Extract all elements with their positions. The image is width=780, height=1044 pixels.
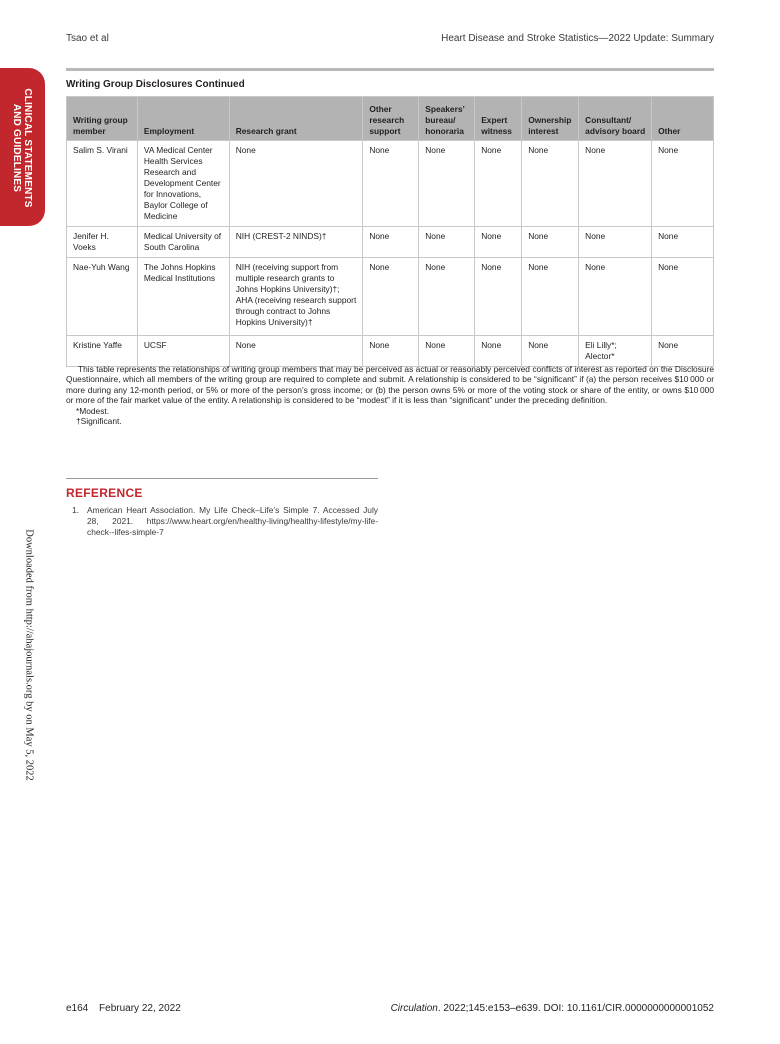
cell-research-grant: None xyxy=(229,336,363,367)
reference-item xyxy=(72,505,378,538)
section-side-tab-label xyxy=(11,73,33,223)
cell-member: Nae-Yuh Wang xyxy=(67,258,138,336)
header-speakers-bureau: Speakers’ bureau/ honoraria xyxy=(419,97,475,141)
disclosures-table xyxy=(66,96,714,367)
cell-other-research-support: None xyxy=(363,141,419,227)
cell-other-research-support: None xyxy=(363,227,419,258)
header-consultant-advisory-board: Consultant/ advisory board xyxy=(579,97,652,141)
cell-consultant-advisory-board: None xyxy=(579,141,652,227)
cell-employment: VA Medical Center Health Services Research and Development Center for Innovations, Baylor College of Medicine xyxy=(137,141,229,227)
side-tab-line-1: CLINICAL STATEMENTS xyxy=(22,88,33,208)
reference-heading: REFERENCE xyxy=(66,486,143,500)
footnote-modest: *Modest. xyxy=(76,405,110,416)
table-row xyxy=(67,141,714,227)
header-writing-group-member: Writing group member xyxy=(67,97,138,141)
cell-speakers-bureau: None xyxy=(419,258,475,336)
cell-other: None xyxy=(652,227,714,258)
running-head-title: Heart Disease and Stroke Statistics—2022 Update: Summary xyxy=(441,33,714,44)
reference-text: American Heart Association. My Life Check–Life’s Simple 7. Accessed July 28, 2021. https://www.heart.org/en/healthy-living/healthy-lifestyle/my-life-check--lifes-simple-7 xyxy=(87,505,378,537)
cell-ownership-interest: None xyxy=(522,141,579,227)
cell-ownership-interest: None xyxy=(522,336,579,367)
header-expert-witness: Expert witness xyxy=(475,97,522,141)
table-row xyxy=(67,336,714,367)
table-title: Writing Group Disclosures Continued xyxy=(66,79,245,90)
header-employment: Employment xyxy=(137,97,229,141)
download-watermark: Downloaded from http://ahajournals.org by on May 5, 2022 xyxy=(23,529,35,781)
cell-expert-witness: None xyxy=(475,336,522,367)
cell-consultant-advisory-board: None xyxy=(579,227,652,258)
cell-other-research-support: None xyxy=(363,336,419,367)
page-footer xyxy=(66,1003,714,1017)
cell-expert-witness: None xyxy=(475,227,522,258)
running-head xyxy=(66,33,714,47)
cell-member: Jenifer H. Voeks xyxy=(67,227,138,258)
header-research-grant: Research grant xyxy=(229,97,363,141)
disclosure-explanation: This table represents the relationships of writing group members that may be perceived as actual or reasonably perceived conflicts of interest as reported on the Disclosure Questionnaire, which all members of the writing group are required to complete and submit. A relationship is considered to be “significant” if (a) the person receives $10 000 or more during any 12-month period, or 5% or more of the person’s gross income; or (b) the person owns 5% or more of the voting stock or share of the entity, or owns $10 000 or more of the fair market value of the entity. A relationship is considered to be “modest” if it is less than “significant” under the preceding definition. xyxy=(66,364,714,406)
cell-research-grant: None xyxy=(229,141,363,227)
running-head-authors: Tsao et al xyxy=(66,33,109,44)
cell-research-grant: NIH (receiving support from multiple research grants to Johns Hopkins University)†; AHA (receiving research support through contract to Johns Hopkins University)† xyxy=(229,258,363,336)
cell-other: None xyxy=(652,336,714,367)
header-ownership-interest: Ownership interest xyxy=(522,97,579,141)
cell-speakers-bureau: None xyxy=(419,227,475,258)
footnote-significant: †Significant. xyxy=(76,416,122,427)
header-other: Other xyxy=(652,97,714,141)
reference-divider xyxy=(66,478,378,479)
cell-speakers-bureau: None xyxy=(419,336,475,367)
table-header-row xyxy=(67,97,714,141)
cell-employment: The Johns Hopkins Medical Institutions xyxy=(137,258,229,336)
cell-other-research-support: None xyxy=(363,258,419,336)
cell-ownership-interest: None xyxy=(522,258,579,336)
table-footnotes xyxy=(66,364,714,426)
page-number: e164 xyxy=(66,1003,89,1014)
cell-expert-witness: None xyxy=(475,258,522,336)
header-other-research-support: Other research support xyxy=(363,97,419,141)
cell-consultant-advisory-board: None xyxy=(579,258,652,336)
side-tab-line-2: AND GUIDELINES xyxy=(11,103,22,193)
reference-number: 1. xyxy=(72,505,79,515)
citation-doi: . 2022;145:e153–e639. DOI: 10.1161/CIR.0000000000001052 xyxy=(437,1003,714,1014)
table-row xyxy=(67,227,714,258)
cell-member: Salim S. Virani xyxy=(67,141,138,227)
cell-member: Kristine Yaffe xyxy=(67,336,138,367)
table-row xyxy=(67,258,714,336)
cell-other: None xyxy=(652,258,714,336)
cell-employment: UCSF xyxy=(137,336,229,367)
cell-speakers-bureau: None xyxy=(419,141,475,227)
cell-expert-witness: None xyxy=(475,141,522,227)
header-divider xyxy=(66,68,714,71)
cell-consultant-advisory-board: Eli Lilly*; Alector* xyxy=(579,336,652,367)
cell-research-grant: NIH (CREST-2 NINDS)† xyxy=(229,227,363,258)
cell-other: None xyxy=(652,141,714,227)
journal-name: Circulation xyxy=(390,1003,438,1014)
cell-ownership-interest: None xyxy=(522,227,579,258)
issue-date: February 22, 2022 xyxy=(99,1003,181,1014)
cell-employment: Medical University of South Carolina xyxy=(137,227,229,258)
